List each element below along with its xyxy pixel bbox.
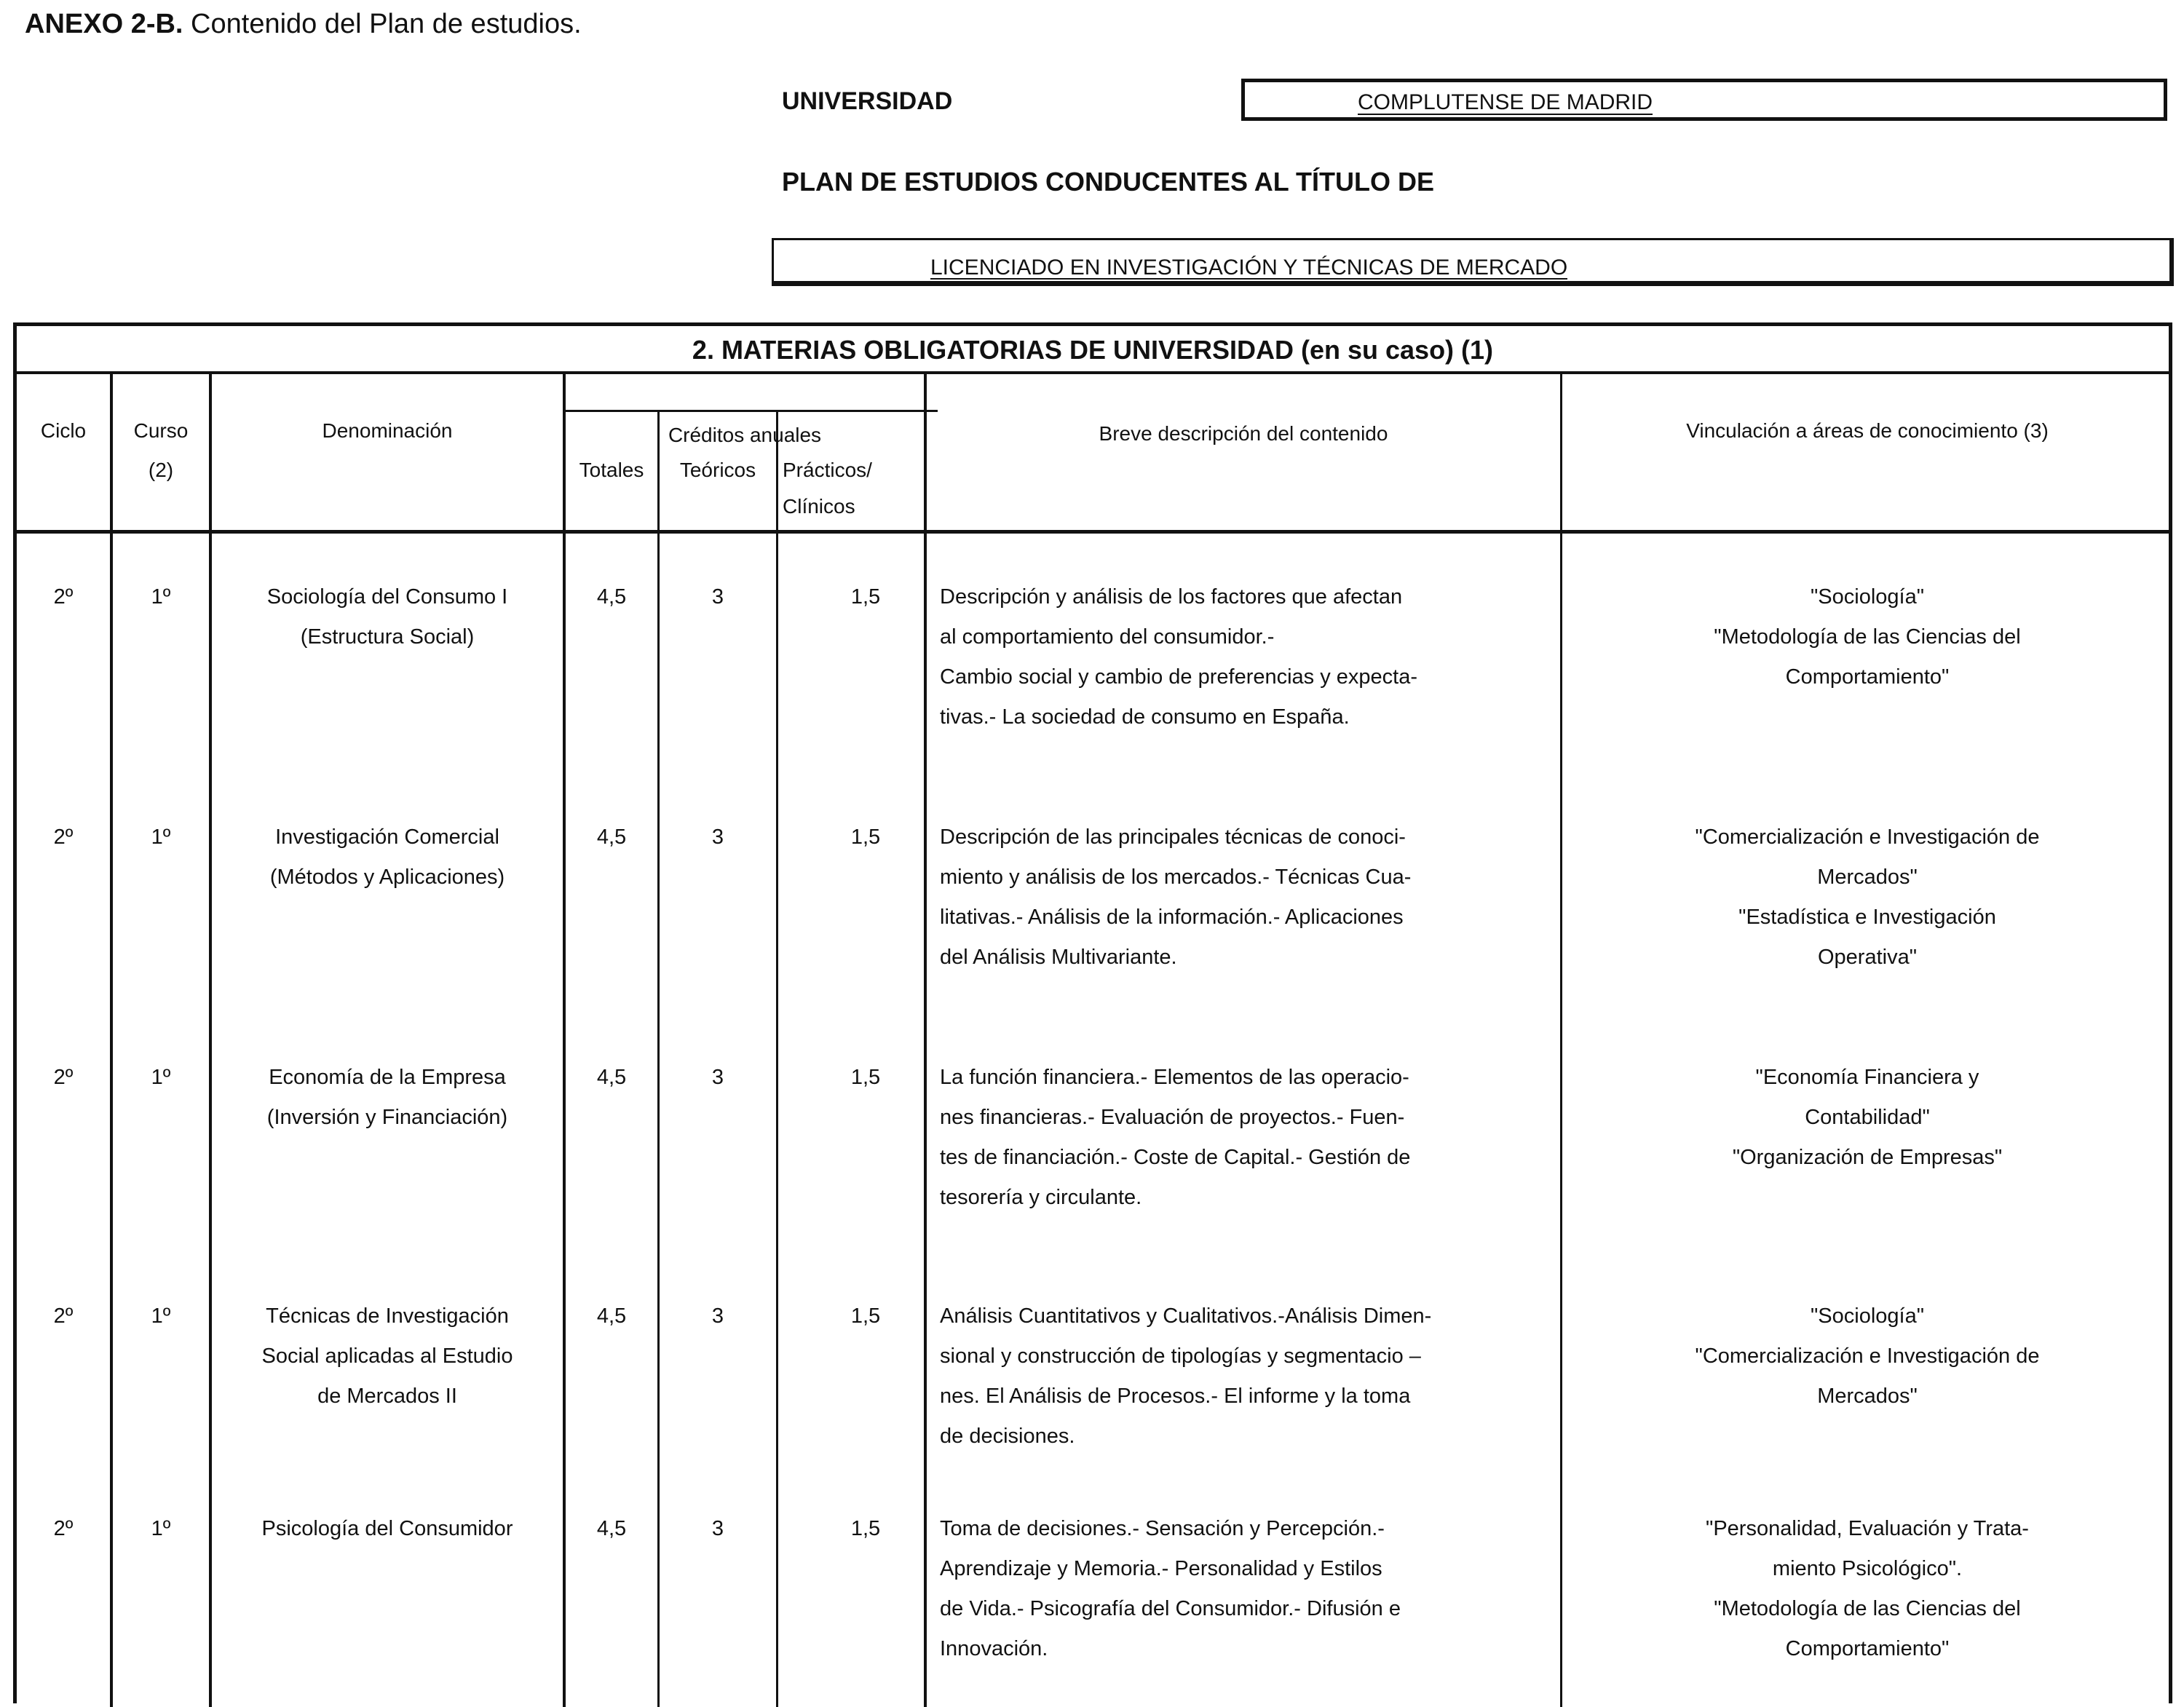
- cell-ciclo: [17, 577, 110, 617]
- col-header-clinicos: Clínicos: [783, 495, 855, 518]
- table-rule: [1560, 371, 1562, 1707]
- cell-vinculacion: [1562, 1058, 2172, 1178]
- cell-line: 1,5: [850, 1517, 881, 1540]
- cell-line: "Personalidad, Evaluación y Trata-: [1706, 1517, 2029, 1540]
- cell-teoricos: [660, 1296, 776, 1336]
- cell-curso: [113, 1296, 209, 1336]
- cell-line: tivas.- La sociedad de consumo en España.: [940, 705, 1350, 729]
- cell-line: 2º: [53, 1517, 74, 1540]
- cell-line: 4,5: [596, 1517, 627, 1540]
- col-header-denominacion: Denominación: [322, 419, 453, 442]
- cell-line: miento y análisis de los mercados.- Técnicas Cua-: [940, 866, 1412, 889]
- cell-line: 3: [711, 1517, 724, 1540]
- cell-line: 1,5: [850, 1304, 881, 1328]
- cell-descripcion: [940, 577, 1559, 737]
- cell-practicos: [778, 817, 924, 858]
- cell-totales: [566, 1509, 657, 1549]
- cell-denominacion: [212, 1296, 563, 1417]
- cell-line: del Análisis Multivariante.: [940, 946, 1177, 969]
- cell-teoricos: [660, 817, 776, 858]
- cell-line: Aprendizaje y Memoria.- Personalidad y Estilos: [940, 1557, 1382, 1580]
- cell-line: 1º: [151, 825, 171, 849]
- cell-line: de decisiones.: [940, 1425, 1075, 1448]
- cell-line: nes financieras.- Evaluación de proyectos.- Fuen-: [940, 1106, 1405, 1129]
- cell-ciclo: [17, 1296, 110, 1336]
- section-title: 2. MATERIAS OBLIGATORIAS DE UNIVERSIDAD (en su caso) (1): [692, 335, 1494, 365]
- cell-line: "Sociología": [1810, 585, 1925, 609]
- cell-line: Innovación.: [940, 1637, 1048, 1660]
- table-rule: [563, 371, 566, 1707]
- cell-line: tes de financiación.- Coste de Capital.- Gestión de: [940, 1146, 1411, 1169]
- cell-line: Cambio social y cambio de preferencias y expecta-: [940, 665, 1418, 689]
- col-header-descripcion: Breve descripción del contenido: [1099, 422, 1388, 445]
- plan-label: PLAN DE ESTUDIOS CONDUCENTES AL TÍTULO DE: [782, 167, 1435, 197]
- cell-line: Operativa": [1817, 946, 1918, 969]
- cell-line: "Economía Financiera y: [1755, 1066, 1979, 1089]
- cell-line: Comportamiento": [1785, 665, 1950, 689]
- cell-vinculacion: [1562, 577, 2172, 697]
- col-header-curso-note: (2): [148, 459, 174, 481]
- cell-practicos: [778, 1509, 924, 1549]
- cell-line: "Metodología de las Ciencias del: [1714, 1597, 2021, 1620]
- cell-line: "Estadística e Investigación: [1738, 906, 1996, 929]
- cell-line: de Mercados II: [317, 1385, 457, 1408]
- cell-denominacion: [212, 1509, 563, 1549]
- col-header-practicos: Prácticos/: [783, 459, 872, 481]
- table-rule: [17, 530, 2169, 534]
- degree-box: [772, 238, 2174, 286]
- cell-descripcion: [940, 1058, 1559, 1218]
- cell-line: 3: [711, 825, 724, 849]
- col-header-vinculacion: Vinculación a áreas de conocimiento (3): [1686, 419, 2049, 442]
- cell-line: 1º: [151, 1066, 171, 1089]
- cell-totales: [566, 577, 657, 617]
- university-label: UNIVERSIDAD: [782, 87, 953, 115]
- cell-practicos: [778, 1058, 924, 1098]
- table-rule: [563, 410, 938, 412]
- cell-descripcion: [940, 817, 1559, 978]
- cell-line: 4,5: [596, 1066, 627, 1089]
- cell-descripcion: [940, 1296, 1559, 1457]
- cell-line: 2º: [53, 1304, 74, 1328]
- degree-title: LICENCIADO EN INVESTIGACIÓN Y TÉCNICAS DE MERCADO: [930, 256, 1568, 280]
- cell-line: La función financiera.- Elementos de las operacio-: [940, 1066, 1409, 1089]
- university-box: [1241, 79, 2167, 121]
- cell-line: 3: [711, 1066, 724, 1089]
- cell-line: Descripción y análisis de los factores que afectan: [940, 585, 1403, 609]
- col-header-creditos: Créditos anuales: [668, 424, 822, 446]
- cell-vinculacion: [1562, 817, 2172, 978]
- cell-line: 1,5: [850, 585, 881, 609]
- cell-teoricos: [660, 1509, 776, 1549]
- cell-line: litativas.- Análisis de la información.- Aplicaciones: [940, 906, 1404, 929]
- cell-line: Mercados": [1817, 1385, 1918, 1408]
- cell-curso: [113, 817, 209, 858]
- table-rule: [110, 371, 113, 1707]
- cell-line: Descripción de las principales técnicas de conoci-: [940, 825, 1406, 849]
- cell-vinculacion: [1562, 1296, 2172, 1417]
- cell-curso: [113, 1058, 209, 1098]
- cell-totales: [566, 1058, 657, 1098]
- cell-curso: [113, 577, 209, 617]
- cell-line: "Sociología": [1810, 1304, 1925, 1328]
- col-header-ciclo: Ciclo: [40, 419, 87, 442]
- cell-teoricos: [660, 1058, 776, 1098]
- cell-line: Contabilidad": [1805, 1106, 1930, 1129]
- cell-practicos: [778, 577, 924, 617]
- cell-line: 1º: [151, 585, 171, 609]
- cell-line: 1,5: [850, 1066, 881, 1089]
- cell-line: nes. El Análisis de Procesos.- El informe y la toma: [940, 1385, 1411, 1408]
- cell-descripcion: [940, 1509, 1559, 1669]
- cell-line: Mercados": [1817, 866, 1918, 889]
- cell-denominacion: [212, 577, 563, 657]
- cell-line: Análisis Cuantitativos y Cualitativos.-Análisis Dimen-: [940, 1304, 1432, 1328]
- cell-totales: [566, 1296, 657, 1336]
- cell-line: "Comercialización e Investigación de: [1695, 825, 2040, 849]
- annex-label: ANEXO 2-B.: [25, 9, 183, 39]
- subjects-table: [13, 322, 2172, 1703]
- annex-title: Contenido del Plan de estudios.: [191, 9, 582, 39]
- cell-line: 2º: [53, 585, 74, 609]
- annex-heading: [25, 9, 582, 40]
- table-rule: [209, 371, 212, 1707]
- col-header-totales: Totales: [579, 459, 644, 481]
- cell-line: 3: [711, 1304, 724, 1328]
- cell-line: 2º: [53, 1066, 74, 1089]
- cell-denominacion: [212, 817, 563, 898]
- cell-denominacion: [212, 1058, 563, 1138]
- cell-vinculacion: [1562, 1509, 2172, 1669]
- cell-line: 4,5: [596, 825, 627, 849]
- cell-ciclo: [17, 1058, 110, 1098]
- cell-line: Técnicas de Investigación: [266, 1304, 509, 1328]
- cell-line: (Estructura Social): [300, 625, 475, 649]
- cell-line: 1,5: [850, 825, 881, 849]
- cell-practicos: [778, 1296, 924, 1336]
- cell-line: Investigación Comercial: [275, 825, 499, 849]
- cell-line: Social aplicadas al Estudio: [261, 1344, 513, 1368]
- cell-line: de Vida.- Psicografía del Consumidor.- Difusión e: [940, 1597, 1401, 1620]
- cell-line: "Comercialización e Investigación de: [1695, 1344, 2040, 1368]
- cell-line: 1º: [151, 1304, 171, 1328]
- cell-ciclo: [17, 1509, 110, 1549]
- table-rule: [17, 371, 2169, 374]
- university-name: COMPLUTENSE DE MADRID: [1358, 90, 1653, 114]
- col-header-teoricos: Teóricos: [679, 459, 756, 481]
- cell-line: Comportamiento": [1785, 1637, 1950, 1660]
- cell-line: 2º: [53, 825, 74, 849]
- table-rule: [924, 371, 927, 1707]
- cell-line: 4,5: [596, 585, 627, 609]
- cell-line: sional y construcción de tipologías y segmentacio –: [940, 1344, 1421, 1368]
- cell-line: Economía de la Empresa: [269, 1066, 506, 1089]
- cell-line: Toma de decisiones.- Sensación y Percepción.-: [940, 1517, 1385, 1540]
- cell-line: Psicología del Consumidor: [261, 1517, 513, 1540]
- cell-line: 3: [711, 585, 724, 609]
- cell-curso: [113, 1509, 209, 1549]
- cell-teoricos: [660, 577, 776, 617]
- cell-line: 1º: [151, 1517, 171, 1540]
- cell-line: "Organización de Empresas": [1732, 1146, 2003, 1169]
- cell-ciclo: [17, 817, 110, 858]
- cell-totales: [566, 817, 657, 858]
- cell-line: tesorería y circulante.: [940, 1186, 1142, 1209]
- cell-line: Sociología del Consumo I: [266, 585, 508, 609]
- cell-line: al comportamiento del consumidor.-: [940, 625, 1275, 649]
- cell-line: "Metodología de las Ciencias del: [1714, 625, 2021, 649]
- cell-line: 4,5: [596, 1304, 627, 1328]
- cell-line: (Métodos y Aplicaciones): [269, 866, 505, 889]
- cell-line: miento Psicológico".: [1772, 1557, 1963, 1580]
- cell-line: (Inversión y Financiación): [266, 1106, 508, 1129]
- col-header-curso: Curso: [133, 419, 189, 442]
